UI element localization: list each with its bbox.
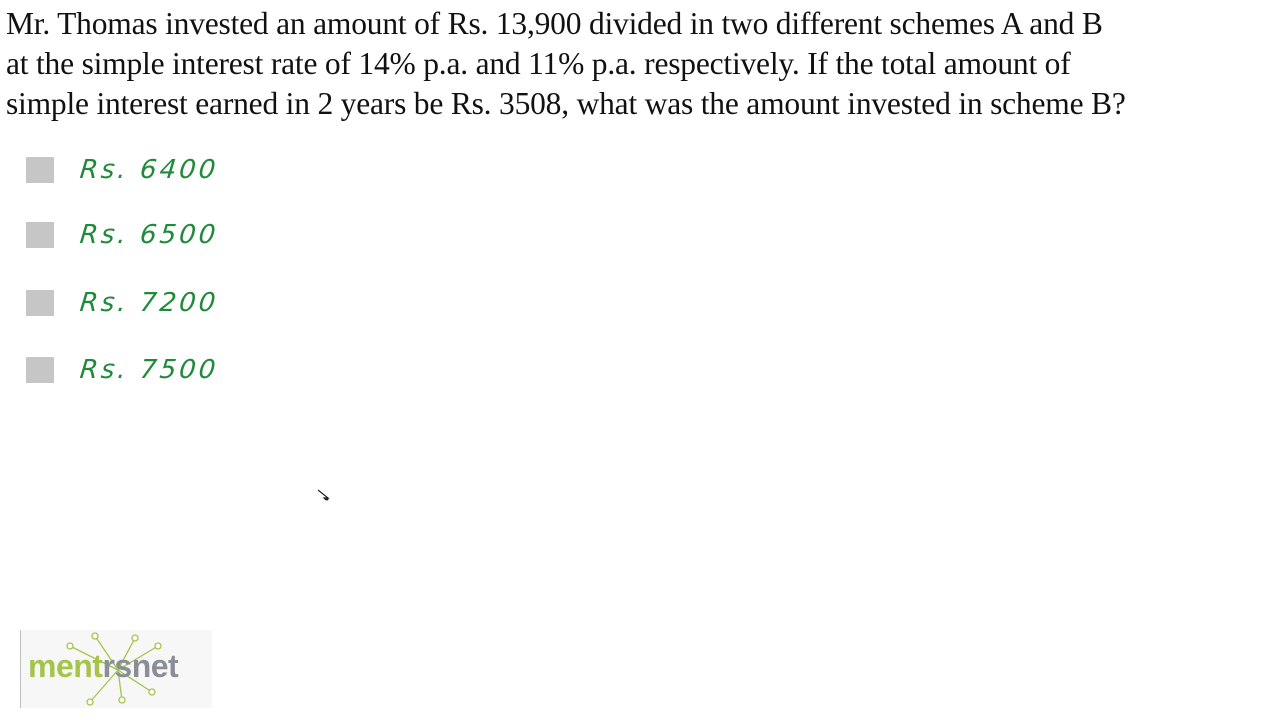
- mouse-pointer-icon: [317, 489, 331, 501]
- option-1-checkbox[interactable]: [26, 157, 54, 183]
- option-2-label: Rs. 6500: [78, 220, 220, 250]
- option-3-checkbox[interactable]: [26, 290, 54, 316]
- option-1-label: Rs. 6400: [78, 155, 220, 185]
- option-3[interactable]: [26, 283, 218, 323]
- logo-wordmark: [28, 648, 178, 685]
- option-4[interactable]: [26, 350, 218, 390]
- option-3-label: Rs. 7200: [78, 288, 220, 318]
- option-4-label: Rs. 7500: [78, 355, 220, 385]
- option-1[interactable]: [26, 150, 218, 190]
- option-4-checkbox[interactable]: [26, 357, 54, 383]
- option-2-checkbox[interactable]: [26, 222, 54, 248]
- logo-word-part-2: rsnet: [102, 648, 179, 684]
- question-line-2: at the simple interest rate of 14% p.a. and 11% p.a. respectively. If the total amount of: [6, 46, 1071, 81]
- option-2[interactable]: [26, 215, 218, 255]
- logo-word-part-1: ment: [28, 648, 103, 684]
- question-line-1: Mr. Thomas invested an amount of Rs. 13,900 divided in two different schemes A and B: [6, 6, 1103, 41]
- question-text: [6, 4, 1278, 124]
- question-line-3: simple interest earned in 2 years be Rs. 3508, what was the amount invested in scheme B?: [6, 86, 1126, 121]
- mentorsnet-logo: [20, 630, 212, 708]
